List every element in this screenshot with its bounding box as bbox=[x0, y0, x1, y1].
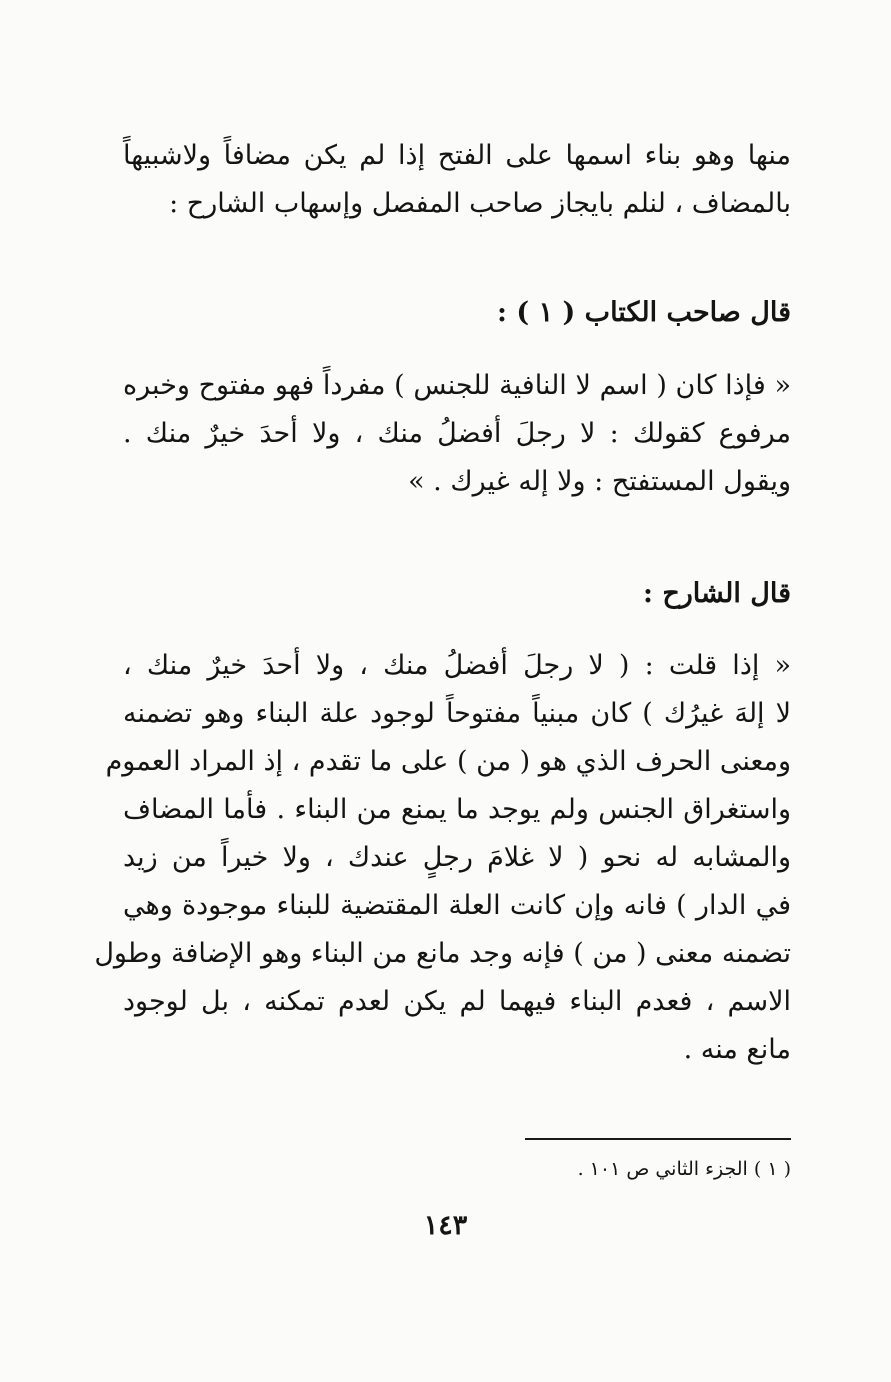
text-line: مانع منه . bbox=[683, 1034, 791, 1065]
footnote-divider bbox=[525, 1138, 791, 1140]
commentary-paragraph bbox=[94, 642, 792, 1074]
author-quote-paragraph bbox=[123, 362, 791, 506]
text-line: منها وهو بناء اسمها على الفتح إذا لم يكن مضافاً ولاشبيهاً bbox=[123, 140, 791, 171]
commentator-heading: قال الشارح : bbox=[642, 578, 791, 609]
text-line: واستغراق الجنس ولم يوجد ما يمنع من البناء . فأما المضاف bbox=[123, 794, 791, 825]
intro-paragraph bbox=[123, 132, 791, 228]
text-line: لا إلهَ غيرُك ) كان مبنياً مفتوحاً لوجود علة البناء وهو تضمنه bbox=[123, 698, 791, 729]
text-line: ويقول المستفتح : ولا إله غيرك . » bbox=[408, 466, 791, 497]
text-line: تضمنه معنى ( من ) فإنه وجد مانع من البناء وهو الإضافة وطول bbox=[94, 938, 791, 969]
text-line: في الدار ) فانه وإن كانت العلة المقتضية للبناء موجودة وهي bbox=[123, 890, 791, 921]
text-line: « فإذا كان ( اسم لا النافية للجنس ) مفرداً فهو مفتوح وخبره bbox=[123, 370, 791, 401]
text-line: والمشابه له نحو ( لا غلامَ رجلٍ عندك ، ولا خيراً من زيد bbox=[123, 842, 791, 873]
text-line: بالمضاف ، لنلم بايجاز صاحب المفصل وإسهاب الشارح : bbox=[169, 188, 791, 219]
author-heading: قال صاحب الكتاب ( ١ ) : bbox=[497, 297, 791, 328]
page-number: ١٤٣ bbox=[423, 1210, 468, 1241]
text-line: مرفوع كقولك : لا رجلَ أفضلُ منك ، ولا أحدَ خيرٌ منك . bbox=[123, 418, 791, 449]
text-line: « إذا قلت : ( لا رجلَ أفضلُ منك ، ولا أحدَ خيرٌ منك ، bbox=[123, 650, 791, 681]
footnote: ( ١ ) الجزء الثاني ص ١٠١ . bbox=[577, 1158, 791, 1180]
text-line: الاسم ، فعدم البناء فيهما لم يكن لعدم تمكنه ، بل لوجود bbox=[123, 986, 792, 1017]
text-line: ومعنى الحرف الذي هو ( من ) على ما تقدم ، إذ المراد العموم bbox=[105, 746, 791, 777]
